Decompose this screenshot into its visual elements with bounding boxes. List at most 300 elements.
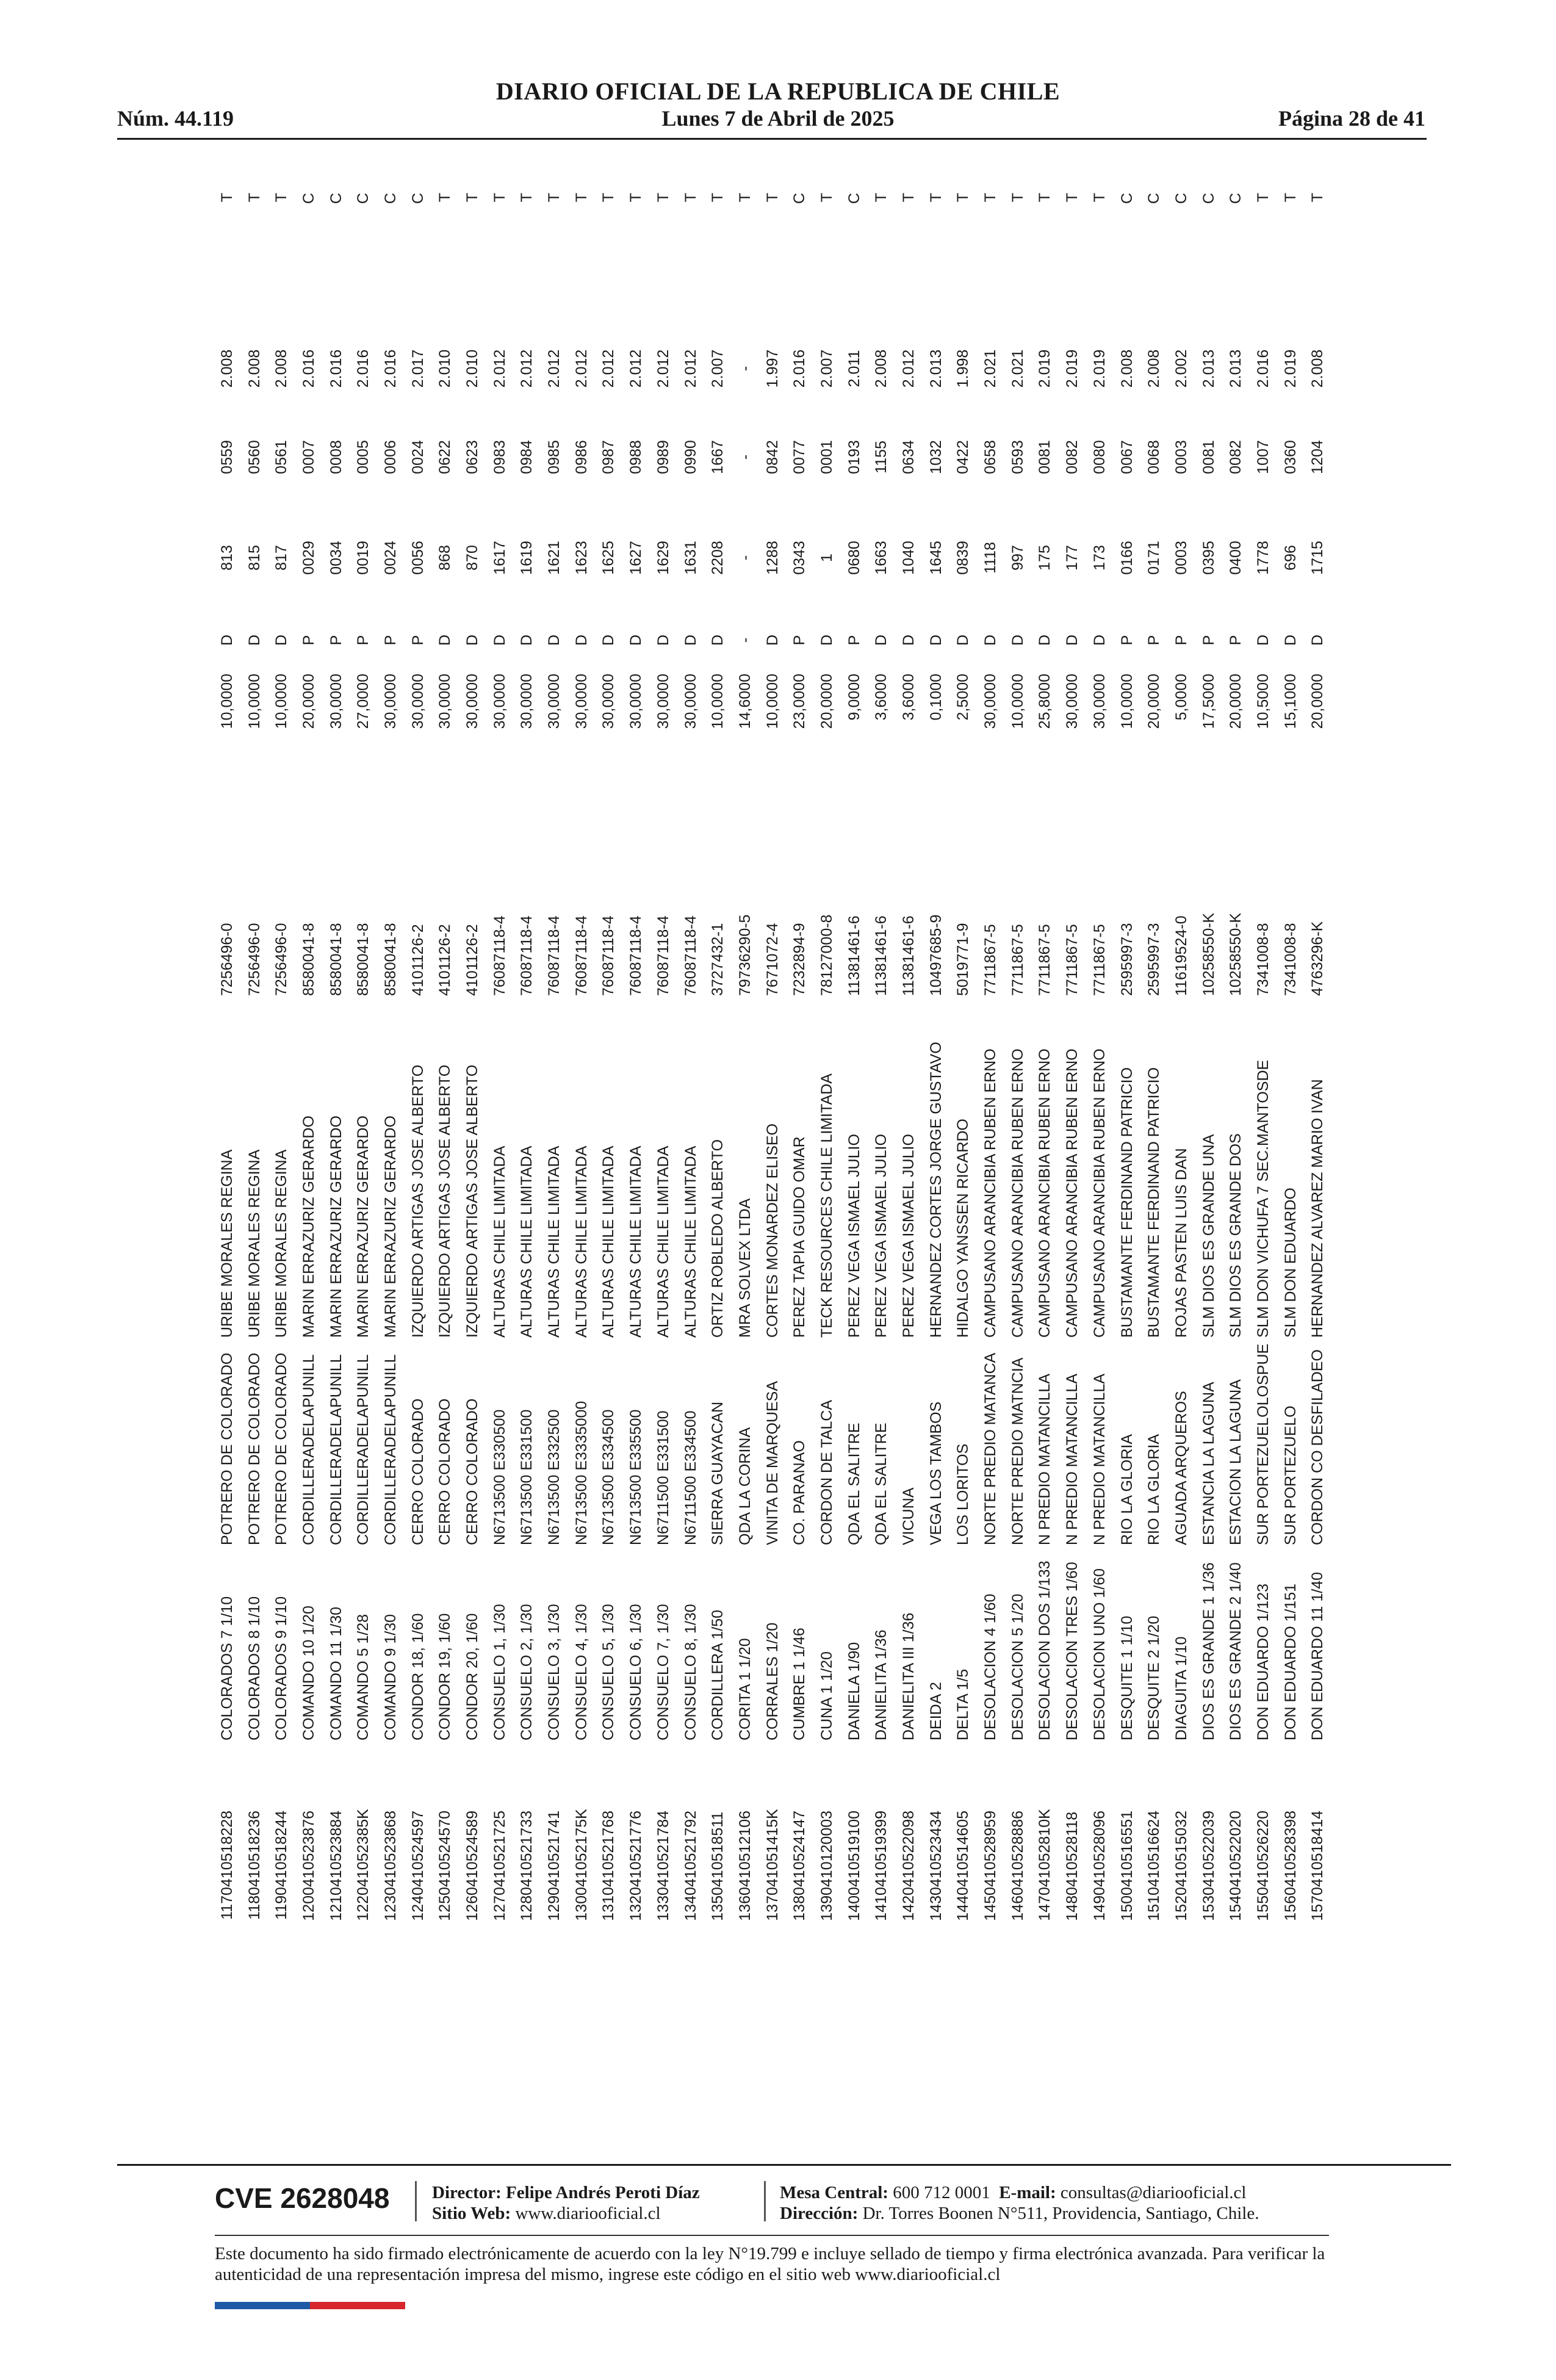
registry-type-cell: - bbox=[736, 637, 754, 643]
concession-status-cell: T bbox=[218, 193, 236, 203]
registry-type-cell: D bbox=[1036, 634, 1054, 646]
concession-status-cell: T bbox=[709, 193, 727, 203]
mining-concessions-table bbox=[214, 193, 1331, 1933]
location-cell: N6713500 E332500 bbox=[546, 1409, 563, 1545]
concession-status-cell: T bbox=[900, 193, 918, 203]
year-cell: 2.019 bbox=[1281, 349, 1299, 388]
rol-code-cell: 0410518228 bbox=[218, 1810, 236, 1895]
site-link[interactable]: www.diariooficial.cl bbox=[515, 2204, 661, 2223]
hectares-cell: 10,0000 bbox=[1009, 674, 1026, 729]
year-cell: 2.008 bbox=[218, 349, 236, 388]
cve-code: CVE 2628048 bbox=[215, 2182, 390, 2214]
owner-rut-cell: 76087118-4 bbox=[654, 915, 672, 996]
table-row bbox=[1195, 193, 1223, 1933]
row-number-cell: 127 bbox=[491, 1895, 508, 1921]
row-number-cell: 144 bbox=[954, 1895, 972, 1921]
owner-rut-cell: 11381461-6 bbox=[873, 915, 890, 996]
concession-name-cell: CORRALES 1/20 bbox=[763, 1622, 781, 1740]
owner-rut-cell: 4101126-2 bbox=[409, 924, 427, 996]
concession-status-cell: T bbox=[736, 193, 754, 203]
hectares-cell: 27,0000 bbox=[355, 674, 372, 729]
rol-code-cell: 041052810K bbox=[1036, 1809, 1054, 1895]
owner-rut-cell: 7711867-5 bbox=[1090, 924, 1108, 996]
registry-type-cell: D bbox=[518, 634, 536, 646]
hectares-cell: 15,1000 bbox=[1281, 674, 1299, 729]
header-divider bbox=[117, 138, 1427, 140]
concession-status-cell: T bbox=[763, 193, 781, 203]
owner-name-cell: IZQUIERDO ARTIGAS JOSE ALBERTO bbox=[409, 1064, 427, 1338]
table-row bbox=[841, 193, 868, 1933]
location-cell: VEGA LOS TAMBOS bbox=[927, 1401, 945, 1545]
year-cell: 1.997 bbox=[763, 349, 781, 388]
flag-stripe bbox=[215, 2302, 405, 2309]
table-row bbox=[923, 193, 950, 1933]
concession-name-cell: DON EDUARDO 1/123 bbox=[1254, 1583, 1272, 1740]
row-number-cell: 123 bbox=[381, 1895, 399, 1921]
registry-type-cell: D bbox=[682, 634, 699, 646]
registry-number-cell: 0008 bbox=[327, 440, 345, 474]
newspaper-title: DIARIO OFICIAL DE LA REPUBLICA DE CHILE bbox=[495, 78, 1061, 105]
hectares-cell: 30,0000 bbox=[654, 674, 672, 729]
hectares-cell: 10,0000 bbox=[273, 674, 290, 729]
rol-code-cell: 0410519399 bbox=[873, 1810, 890, 1895]
hectares-cell: 30,0000 bbox=[327, 674, 345, 729]
fojas-cell: 0395 bbox=[1200, 541, 1217, 575]
rol-code-cell: 0410526220 bbox=[1254, 1810, 1272, 1895]
year-cell: - bbox=[736, 366, 754, 372]
table-row bbox=[1277, 193, 1305, 1933]
footer-separator bbox=[764, 2181, 766, 2221]
row-number-cell: 118 bbox=[245, 1895, 263, 1920]
owner-name-cell: ALTURAS CHILE LIMITADA bbox=[627, 1145, 645, 1338]
owner-rut-cell: 76087118-4 bbox=[518, 915, 536, 996]
fojas-cell: 1621 bbox=[546, 541, 563, 575]
fojas-cell: 1 bbox=[818, 554, 835, 562]
year-cell: 1.998 bbox=[954, 349, 972, 388]
hectares-cell: 30,0000 bbox=[682, 674, 699, 729]
fojas-cell: 997 bbox=[1009, 545, 1026, 571]
fojas-cell: 813 bbox=[218, 545, 236, 571]
rol-code-cell: 0410518511 bbox=[709, 1811, 727, 1895]
year-cell: 2.016 bbox=[355, 349, 372, 388]
year-cell: 2.013 bbox=[1227, 349, 1245, 388]
fojas-cell: 1663 bbox=[873, 541, 890, 575]
row-number-cell: 139 bbox=[818, 1895, 835, 1921]
registry-number-cell: 0360 bbox=[1281, 440, 1299, 474]
year-cell: 2.019 bbox=[1064, 349, 1081, 388]
registry-number-cell: 0561 bbox=[273, 440, 290, 474]
registry-number-cell: 0989 bbox=[654, 440, 672, 474]
concession-status-cell: C bbox=[409, 193, 427, 204]
owner-rut-cell: 4763296-K bbox=[1309, 921, 1327, 996]
year-cell: 2.010 bbox=[436, 349, 454, 388]
concession-name-cell: DESOLACION UNO 1/60 bbox=[1090, 1568, 1108, 1740]
fojas-cell: 0034 bbox=[327, 541, 345, 575]
hectares-cell: 20,0000 bbox=[1145, 674, 1163, 729]
owner-rut-cell: 4101126-2 bbox=[436, 924, 454, 996]
concession-status-cell: T bbox=[245, 193, 263, 203]
concession-name-cell: CONSUELO 1, 1/30 bbox=[491, 1604, 508, 1740]
hectares-cell: 30,0000 bbox=[381, 674, 399, 729]
registry-type-cell: P bbox=[1200, 635, 1217, 646]
row-number-cell: 141 bbox=[873, 1895, 890, 1921]
owner-name-cell: CAMPUSANO ARANCIBIA RUBEN ERNO bbox=[1064, 1048, 1081, 1338]
registry-type-cell: P bbox=[791, 635, 809, 646]
rol-code-cell: 0410528096 bbox=[1090, 1810, 1108, 1895]
owner-name-cell: SLM DIOS ES GRANDE DOS bbox=[1227, 1133, 1245, 1338]
location-cell: CO. PARANAO bbox=[791, 1440, 809, 1545]
fojas-cell: 0029 bbox=[300, 541, 317, 575]
registry-type-cell: P bbox=[1118, 635, 1136, 646]
registry-type-cell: P bbox=[355, 635, 372, 646]
hectares-cell: 0,1000 bbox=[927, 674, 945, 721]
table-row bbox=[977, 193, 1004, 1933]
registry-type-cell: P bbox=[381, 635, 399, 646]
registry-number-cell: 0068 bbox=[1145, 440, 1163, 474]
owner-rut-cell: 11381461-6 bbox=[900, 915, 918, 996]
registry-type-cell: D bbox=[627, 634, 645, 646]
hectares-cell: 30,0000 bbox=[491, 674, 508, 729]
table-row bbox=[1004, 193, 1032, 1933]
hectares-cell: 30,0000 bbox=[982, 674, 1000, 729]
rol-code-cell: 0410518244 bbox=[273, 1810, 290, 1895]
registry-number-cell: 0986 bbox=[572, 440, 590, 474]
rol-code-cell: 0410528398 bbox=[1281, 1810, 1299, 1895]
owner-rut-cell: 10258550-K bbox=[1227, 912, 1245, 996]
concession-status-cell: T bbox=[436, 193, 454, 203]
year-cell: 2.008 bbox=[1118, 349, 1136, 388]
row-number-cell: 155 bbox=[1254, 1895, 1272, 1921]
owner-name-cell: ALTURAS CHILE LIMITADA bbox=[546, 1145, 563, 1338]
hectares-cell: 10,0000 bbox=[218, 674, 236, 729]
registry-number-cell: 1667 bbox=[709, 440, 727, 474]
table-row bbox=[350, 193, 377, 1933]
table-row bbox=[323, 193, 350, 1933]
fojas-cell: 817 bbox=[273, 545, 290, 571]
year-cell: 2.021 bbox=[1009, 349, 1026, 388]
row-number-cell: 132 bbox=[627, 1895, 645, 1921]
registry-number-cell: 0081 bbox=[1200, 440, 1217, 474]
owner-name-cell: CAMPUSANO ARANCIBIA RUBEN ERNO bbox=[1090, 1048, 1108, 1338]
fojas-cell: 1645 bbox=[927, 541, 945, 575]
hectares-cell: 30,0000 bbox=[600, 674, 618, 729]
hectares-cell: 30,0000 bbox=[436, 674, 454, 729]
concession-name-cell: COLORADOS 7 1/10 bbox=[218, 1596, 236, 1740]
location-cell: VINITA DE MARQUESA bbox=[763, 1380, 781, 1545]
table-row bbox=[1222, 193, 1250, 1933]
hectares-cell: 10,0000 bbox=[245, 674, 263, 729]
owner-name-cell: HERNANDEZ CORTES JORGE GUSTAVO bbox=[927, 1042, 945, 1338]
registry-type-cell: D bbox=[1281, 634, 1299, 646]
registry-number-cell: - bbox=[736, 454, 754, 460]
year-cell: 2.016 bbox=[381, 349, 399, 388]
rol-code-cell: 0410521776 bbox=[627, 1810, 645, 1895]
rol-code-cell: 0410516551 bbox=[1118, 1810, 1136, 1895]
owner-rut-cell: 2595997-3 bbox=[1145, 923, 1163, 996]
concession-status-cell: C bbox=[327, 193, 345, 204]
row-number-cell: 126 bbox=[464, 1895, 481, 1921]
year-cell: 2.012 bbox=[572, 349, 590, 388]
rol-code-cell: 0410528886 bbox=[1009, 1810, 1026, 1895]
concession-name-cell: COMANDO 10 1/20 bbox=[300, 1606, 317, 1740]
table-row bbox=[1032, 193, 1059, 1933]
rol-code-cell: 0410524597 bbox=[409, 1810, 427, 1895]
fojas-cell: 696 bbox=[1281, 545, 1299, 571]
fojas-cell: 1288 bbox=[763, 541, 781, 575]
rol-code-cell: 0410524589 bbox=[464, 1810, 481, 1895]
rol-code-cell: 0410521733 bbox=[518, 1810, 536, 1895]
location-cell: N6711500 E331500 bbox=[654, 1410, 672, 1545]
concession-name-cell: COLORADOS 9 1/10 bbox=[273, 1596, 290, 1740]
owner-name-cell: ROJAS PASTEN LUIS DAN bbox=[1172, 1148, 1190, 1338]
location-cell: SIERRA GUAYACAN bbox=[709, 1401, 727, 1545]
owner-rut-cell: 7256496-0 bbox=[273, 923, 290, 996]
concession-name-cell: CUMBRE 1 1/46 bbox=[791, 1628, 809, 1740]
owner-rut-cell: 7711867-5 bbox=[1064, 924, 1081, 996]
concession-status-cell: C bbox=[1172, 193, 1190, 204]
table-row bbox=[1305, 193, 1332, 1933]
fojas-cell: 2208 bbox=[709, 541, 727, 575]
table-row bbox=[650, 193, 677, 1933]
registry-number-cell: 1204 bbox=[1309, 440, 1327, 474]
rol-code-cell: 0410528959 bbox=[982, 1810, 1000, 1895]
owner-rut-cell: 11381461-6 bbox=[845, 915, 863, 996]
hectares-cell: 20,0000 bbox=[818, 674, 835, 729]
owner-name-cell: CAMPUSANO ARANCIBIA RUBEN ERNO bbox=[1036, 1048, 1054, 1338]
rol-code-cell: 0410524147 bbox=[791, 1810, 809, 1895]
address-text: Dr. Torres Boonen N°511, Providencia, Santiago, Chile. bbox=[862, 2204, 1259, 2223]
owner-rut-cell: 7671072-4 bbox=[763, 923, 781, 996]
owner-name-cell: URIBE MORALES REGINA bbox=[245, 1149, 263, 1338]
location-cell: N6711500 E334500 bbox=[682, 1410, 699, 1545]
row-number-cell: 142 bbox=[900, 1895, 918, 1921]
hectares-cell: 10,0000 bbox=[763, 674, 781, 729]
registry-number-cell: 0559 bbox=[218, 440, 236, 474]
owner-name-cell: ALTURAS CHILE LIMITADA bbox=[682, 1145, 699, 1338]
concession-name-cell: DANIELITA III 1/36 bbox=[900, 1612, 918, 1740]
registry-type-cell: D bbox=[763, 634, 781, 646]
owner-name-cell: IZQUIERDO ARTIGAS JOSE ALBERTO bbox=[464, 1064, 481, 1338]
owner-rut-cell: 7341008-8 bbox=[1281, 923, 1299, 996]
location-cell: N6713500 E335500 bbox=[627, 1409, 645, 1545]
concession-name-cell: CONSUELO 7, 1/30 bbox=[654, 1604, 672, 1740]
email-link[interactable]: consultas@diariooficial.cl bbox=[1060, 2183, 1247, 2202]
year-cell: 2.012 bbox=[491, 349, 508, 388]
fojas-cell: 0024 bbox=[381, 541, 399, 575]
table-row bbox=[786, 193, 813, 1933]
footer-divider-thin bbox=[215, 2235, 1329, 2236]
owner-rut-cell: 76087118-4 bbox=[491, 915, 508, 996]
owner-name-cell: PEREZ VEGA ISMAEL JULIO bbox=[845, 1134, 863, 1338]
concession-status-cell: T bbox=[682, 193, 699, 203]
concession-status-cell: C bbox=[1227, 193, 1245, 204]
location-cell: CORDON CO DESFILADEO bbox=[1309, 1349, 1327, 1545]
row-number-cell: 153 bbox=[1200, 1895, 1217, 1921]
hectares-cell: 30,0000 bbox=[1064, 674, 1081, 729]
year-cell: 2.007 bbox=[818, 349, 835, 388]
owner-rut-cell: 10497685-9 bbox=[927, 914, 945, 996]
owner-rut-cell: 76087118-4 bbox=[546, 915, 563, 996]
registry-number-cell: 0842 bbox=[763, 440, 781, 474]
rol-code-cell: 0410522039 bbox=[1200, 1810, 1217, 1895]
hectares-cell: 10,0000 bbox=[1118, 674, 1136, 729]
registry-number-cell: 0985 bbox=[546, 440, 563, 474]
footer-separator bbox=[415, 2181, 417, 2221]
table-row bbox=[377, 193, 405, 1933]
row-number-cell: 119 bbox=[273, 1895, 290, 1920]
row-number-cell: 150 bbox=[1118, 1895, 1136, 1921]
fojas-cell: 0003 bbox=[1172, 541, 1190, 575]
registry-number-cell: 0634 bbox=[900, 440, 918, 474]
email-label: E-mail: bbox=[999, 2183, 1056, 2202]
location-cell: CERRO COLORADO bbox=[464, 1398, 481, 1545]
hectares-cell: 30,0000 bbox=[627, 674, 645, 729]
row-number-cell: 138 bbox=[791, 1895, 809, 1921]
concession-status-cell: T bbox=[464, 193, 481, 203]
hectares-cell: 17,5000 bbox=[1200, 674, 1217, 729]
registry-type-cell: D bbox=[273, 634, 290, 646]
location-cell: POTRERO DE COLORADO bbox=[218, 1352, 236, 1545]
hectares-cell: 30,0000 bbox=[518, 674, 536, 729]
concession-status-cell: T bbox=[1309, 193, 1327, 203]
owner-name-cell: ALTURAS CHILE LIMITADA bbox=[654, 1145, 672, 1338]
hectares-cell: 3,6000 bbox=[900, 674, 918, 721]
concession-name-cell: DON EDUARDO 11 1/40 bbox=[1309, 1571, 1327, 1740]
hectares-cell: 25,8000 bbox=[1036, 674, 1054, 729]
location-cell: N6713500 E334500 bbox=[600, 1409, 618, 1545]
rol-code-cell: 041051415K bbox=[763, 1809, 781, 1895]
concession-status-cell: T bbox=[654, 193, 672, 203]
concession-status-cell: C bbox=[381, 193, 399, 204]
hectares-cell: 30,0000 bbox=[1090, 674, 1108, 729]
fojas-cell: - bbox=[736, 555, 754, 561]
hectares-cell: 10,5000 bbox=[1254, 674, 1272, 729]
concession-name-cell: DESOLACION DOS 1/133 bbox=[1036, 1560, 1054, 1740]
row-number-cell: 135 bbox=[709, 1895, 727, 1921]
concession-name-cell: DESOLACION TRES 1/60 bbox=[1064, 1562, 1081, 1740]
owner-name-cell: PEREZ TAPIA GUIDO OMAR bbox=[791, 1136, 809, 1338]
table-row bbox=[268, 193, 295, 1933]
owner-name-cell: ORTIZ ROBLEDO ALBERTO bbox=[709, 1139, 727, 1338]
registry-type-cell: D bbox=[818, 634, 835, 646]
mining-concessions-table-rotated bbox=[214, 193, 1336, 1933]
location-cell: POTRERO DE COLORADO bbox=[245, 1352, 263, 1545]
location-cell: RIO LA GLORIA bbox=[1118, 1433, 1136, 1545]
location-cell: CORDON DE TALCA bbox=[818, 1399, 835, 1545]
registry-type-cell: P bbox=[327, 635, 345, 646]
concession-status-cell: T bbox=[600, 193, 618, 203]
owner-name-cell: ALTURAS CHILE LIMITADA bbox=[518, 1145, 536, 1338]
owner-name-cell: SLM DON VICHUFA 7 SEC.MANTOSDE bbox=[1254, 1059, 1272, 1338]
registry-type-cell: D bbox=[491, 634, 508, 646]
row-number-cell: 136 bbox=[736, 1895, 754, 1921]
concession-name-cell: CONSUELO 4, 1/30 bbox=[572, 1604, 590, 1740]
registry-type-cell: D bbox=[709, 634, 727, 646]
table-row bbox=[704, 193, 732, 1933]
concession-status-cell: T bbox=[1064, 193, 1081, 203]
row-number-cell: 131 bbox=[600, 1895, 618, 1921]
registry-number-cell: 0077 bbox=[791, 440, 809, 474]
owner-name-cell: SLM DON EDUARDO bbox=[1281, 1188, 1299, 1338]
director-label: Director: bbox=[432, 2183, 502, 2202]
registry-number-cell: 1032 bbox=[927, 440, 945, 474]
concession-status-cell: T bbox=[1036, 193, 1054, 203]
concession-name-cell: COMANDO 9 1/30 bbox=[381, 1614, 399, 1740]
owner-name-cell: PEREZ VEGA ISMAEL JULIO bbox=[900, 1134, 918, 1338]
fojas-cell: 0839 bbox=[954, 541, 972, 575]
table-row bbox=[459, 193, 486, 1933]
concession-name-cell: DIOS ES GRANDE 2 1/40 bbox=[1227, 1562, 1245, 1740]
row-number-cell: 117 bbox=[218, 1895, 236, 1920]
location-cell: VICUNA bbox=[900, 1487, 918, 1545]
location-cell: CERRO COLORADO bbox=[436, 1398, 454, 1545]
concession-status-cell: C bbox=[791, 193, 809, 204]
registry-type-cell: D bbox=[927, 634, 945, 646]
location-cell: QDA LA CORINA bbox=[736, 1427, 754, 1545]
registry-number-cell: 0622 bbox=[436, 440, 454, 474]
registry-type-cell: D bbox=[873, 634, 890, 646]
year-cell: 2.008 bbox=[245, 349, 263, 388]
registry-number-cell: 0983 bbox=[491, 440, 508, 474]
rol-code-cell: 041052385K bbox=[355, 1809, 372, 1895]
row-number-cell: 148 bbox=[1064, 1895, 1081, 1921]
fojas-cell: 1619 bbox=[518, 541, 536, 575]
hectares-cell: 9,0000 bbox=[845, 674, 863, 721]
owner-name-cell: ALTURAS CHILE LIMITADA bbox=[600, 1145, 618, 1338]
hectares-cell: 30,0000 bbox=[546, 674, 563, 729]
year-cell: 2.016 bbox=[791, 349, 809, 388]
table-row bbox=[295, 193, 323, 1933]
mesa-phone: 600 712 0001 bbox=[893, 2183, 990, 2202]
rol-code-cell: 0410518414 bbox=[1309, 1810, 1327, 1895]
flag-red-segment bbox=[310, 2302, 405, 2309]
year-cell: 2.008 bbox=[1309, 349, 1327, 388]
location-cell: N6713500 E330500 bbox=[491, 1409, 508, 1545]
table-row bbox=[677, 193, 705, 1933]
registry-number-cell: 1155 bbox=[873, 441, 890, 474]
hectares-cell: 20,0000 bbox=[1227, 674, 1245, 729]
year-cell: 2.007 bbox=[709, 349, 727, 388]
registry-number-cell: 0987 bbox=[600, 440, 618, 474]
concession-status-cell: C bbox=[300, 193, 317, 204]
concession-status-cell: T bbox=[491, 193, 508, 203]
owner-rut-cell: 8580041-8 bbox=[381, 923, 399, 996]
fojas-cell: 1629 bbox=[654, 541, 672, 575]
row-number-cell: 149 bbox=[1090, 1895, 1108, 1921]
registry-number-cell: 0007 bbox=[300, 440, 317, 474]
concession-status-cell: C bbox=[1145, 193, 1163, 204]
issue-number: Núm. 44.119 bbox=[117, 106, 234, 131]
registry-number-cell: 0005 bbox=[355, 440, 372, 474]
concession-status-cell: T bbox=[546, 193, 563, 203]
row-number-cell: 147 bbox=[1036, 1895, 1054, 1921]
row-number-cell: 140 bbox=[845, 1895, 863, 1921]
concession-name-cell: DESQUITE 1 1/10 bbox=[1118, 1615, 1136, 1740]
site-label: Sitio Web: bbox=[432, 2204, 511, 2223]
rol-code-cell: 0410521741 bbox=[546, 1810, 563, 1895]
table-row bbox=[405, 193, 432, 1933]
fojas-cell: 0171 bbox=[1145, 541, 1163, 575]
rol-code-cell: 0410521792 bbox=[682, 1810, 699, 1895]
registry-number-cell: 0082 bbox=[1227, 440, 1245, 474]
registry-type-cell: P bbox=[845, 635, 863, 646]
registry-number-cell: 0082 bbox=[1064, 440, 1081, 474]
concession-name-cell: DANIELITA 1/36 bbox=[873, 1629, 890, 1740]
rol-code-cell: 0410522020 bbox=[1227, 1810, 1245, 1895]
owner-name-cell: BUSTAMANTE FERDINAND PATRICIO bbox=[1145, 1067, 1163, 1338]
year-cell: 2.012 bbox=[654, 349, 672, 388]
location-cell: NORTE PREDIO MATNCIA bbox=[1009, 1357, 1026, 1545]
